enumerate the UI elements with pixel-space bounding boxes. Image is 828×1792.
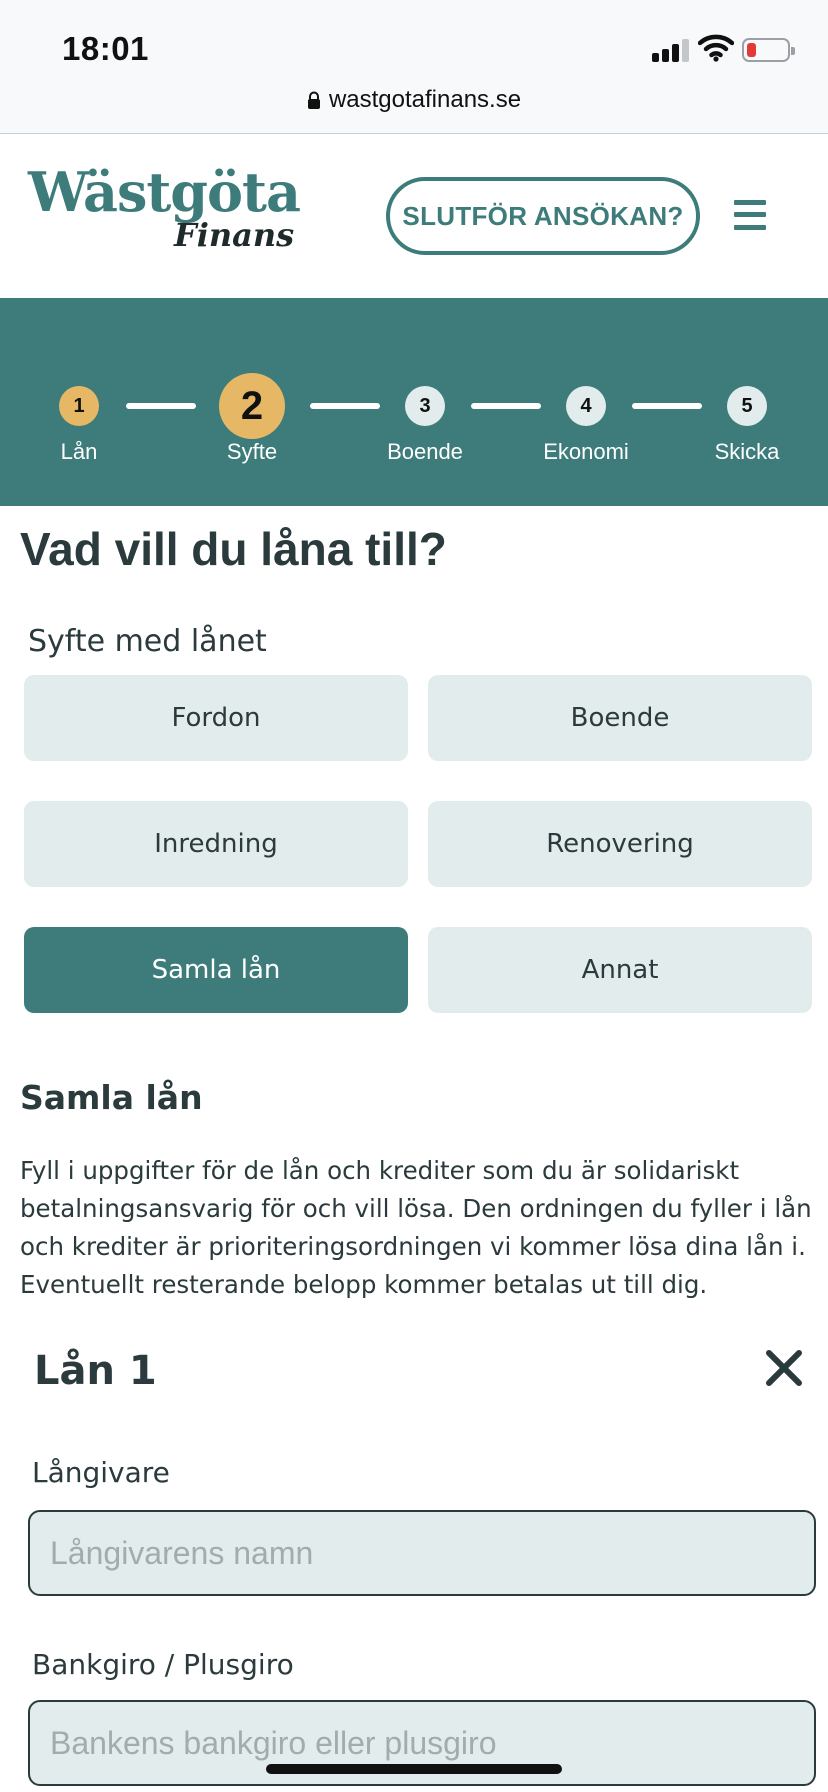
step-label: Boende	[387, 439, 463, 464]
logo-subtitle: Finans	[174, 216, 295, 254]
option-annat[interactable]: Annat	[428, 927, 812, 1013]
complete-application-button[interactable]: SLUTFÖR ANSÖKAN?	[386, 177, 700, 255]
option-inredning[interactable]: Inredning	[24, 801, 408, 887]
step-label: Lån	[60, 439, 98, 464]
lender-input[interactable]	[28, 1510, 816, 1596]
logo[interactable]: Wästgöta	[28, 160, 300, 224]
step-number: 2	[219, 373, 285, 439]
giro-label: Bankgiro / Plusgiro	[32, 1648, 294, 1681]
wifi-icon	[698, 34, 734, 62]
step-number: 1	[59, 386, 99, 426]
option-samla-lan[interactable]: Samla lån	[24, 927, 408, 1013]
hamburger-menu-icon[interactable]	[734, 200, 766, 230]
page-title: Vad vill du låna till?	[20, 523, 447, 575]
status-time: 18:01	[62, 30, 149, 67]
step-connector	[471, 403, 541, 409]
browser-status-bar	[0, 0, 828, 134]
purpose-label: Syfte med lånet	[28, 624, 267, 659]
section-description: Fyll i uppgifter för de lån och krediter som du är solidariskt betalningsansvarig för och vill lösa. Den ordningen du fyller i lån och krediter är prioriteringsordningen vi kommer lösa dina lån i. Eventuellt resterande belopp kommer betalas ut till dig.	[20, 1156, 812, 1299]
lock-icon	[307, 91, 321, 109]
signal-icon	[652, 38, 692, 62]
step-label: Syfte	[226, 439, 278, 464]
step-connector	[126, 403, 196, 409]
step-number: 5	[727, 386, 767, 426]
progress-stepper	[0, 298, 828, 506]
address-bar[interactable]	[0, 86, 828, 114]
step-label: Ekonomi	[543, 439, 629, 464]
option-fordon[interactable]: Fordon	[24, 675, 408, 761]
battery-icon	[742, 38, 790, 62]
step-number: 4	[566, 386, 606, 426]
home-indicator[interactable]	[266, 1764, 562, 1774]
step-connector	[632, 403, 702, 409]
lender-label: Långivare	[32, 1456, 170, 1489]
loan-title: Lån 1	[34, 1348, 157, 1394]
option-renovering[interactable]: Renovering	[428, 801, 812, 887]
url-text: wastgotafinans.se	[328, 86, 522, 113]
step-connector	[310, 403, 380, 409]
step-label: Skicka	[714, 439, 780, 464]
option-boende[interactable]: Boende	[428, 675, 812, 761]
step-number: 3	[405, 386, 445, 426]
site-header	[0, 134, 828, 298]
section-title: Samla lån	[20, 1078, 203, 1117]
close-icon[interactable]	[764, 1348, 804, 1388]
